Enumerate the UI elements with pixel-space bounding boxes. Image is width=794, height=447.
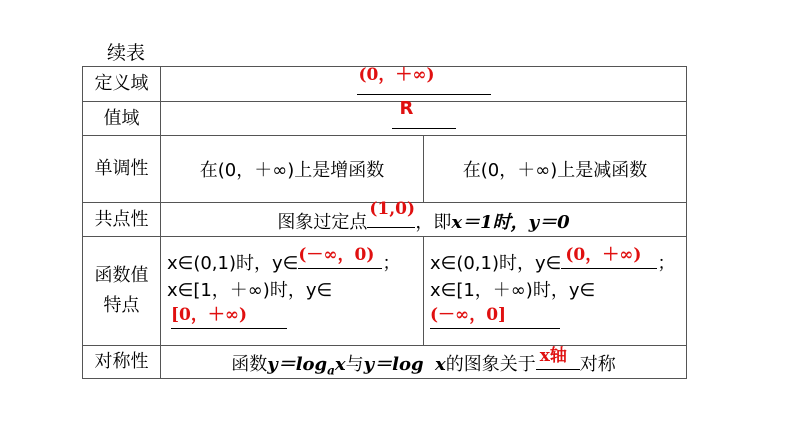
features-left-line3 — [167, 306, 423, 336]
common-point-y: y＝0 — [528, 212, 570, 233]
features-left-line3-blank — [171, 306, 287, 329]
features-right-line1-answer: (0，＋∞) — [565, 245, 642, 265]
features-right-line3 — [430, 306, 686, 336]
common-point-text-before: 图象过定点 — [277, 212, 368, 233]
features-right-line3-blank — [430, 306, 560, 329]
table-row-range — [83, 102, 687, 136]
range-blank — [392, 97, 456, 129]
features-left-line1-answer: (－∞，0) — [298, 245, 375, 265]
features-right-line1-suffix: ； — [657, 253, 676, 274]
table-row-domain — [83, 67, 687, 102]
domain-answer: (0，＋∞) — [358, 65, 435, 85]
common-point-cell — [161, 199, 687, 237]
symmetry-blank — [536, 347, 580, 370]
domain-blank — [357, 65, 491, 95]
common-point-x: x＝1时， — [451, 212, 529, 233]
features-right-line2: x∈[1，＋∞)时，y∈ — [430, 280, 596, 301]
table-row-features — [83, 237, 687, 346]
features-right-line1 — [430, 246, 686, 276]
common-point-answer: (1,0) — [369, 199, 416, 219]
features-right-line3-answer: (－∞，0] — [430, 305, 507, 325]
row-label-symmetry: 对称性 — [83, 346, 161, 379]
features-left-line1-suffix: ； — [382, 253, 401, 274]
common-point-text-after: ，即 — [415, 212, 452, 233]
features-left-cell — [161, 237, 424, 346]
symmetry-func-1: y＝log — [267, 353, 328, 375]
features-right-line1-blank — [561, 246, 657, 269]
symmetry-text-2: 与 — [345, 353, 364, 375]
row-label-range: 值域 — [83, 102, 161, 136]
features-left-line1-prefix: x∈(0,1)时，y∈ — [167, 253, 299, 274]
symmetry-func-1-var: x — [334, 353, 346, 375]
row-label-common-point: 共点性 — [83, 203, 161, 237]
features-left-line3-answer: [0，＋∞) — [171, 305, 248, 325]
symmetry-text-1: 函数 — [231, 353, 268, 375]
table-row-monotonic — [83, 136, 687, 203]
symmetry-text-3: 的图象关于 — [445, 353, 536, 375]
row-label-domain: 定义域 — [83, 67, 161, 102]
log-function-properties-table — [82, 66, 687, 379]
range-cell — [161, 97, 687, 136]
features-right-line1-prefix: x∈(0,1)时，y∈ — [430, 253, 562, 274]
range-answer: R — [399, 97, 414, 119]
row-label-monotonic: 单调性 — [83, 136, 161, 203]
symmetry-sub-a: a — [327, 363, 335, 378]
features-left-line1 — [167, 246, 423, 276]
features-label-line2: 特点 — [103, 295, 140, 316]
row-label-features — [83, 237, 161, 346]
features-left-line2: x∈[1，＋∞)时，y∈ — [167, 280, 333, 301]
symmetry-answer: x轴 — [539, 345, 567, 366]
symmetry-text-4: 对称 — [579, 353, 616, 375]
table-row-common-point — [83, 203, 687, 237]
symmetry-func-2-var: x — [435, 353, 446, 375]
symmetry-func-2: y＝log — [363, 353, 424, 375]
domain-cell — [161, 67, 687, 102]
features-right-cell — [424, 237, 687, 346]
monotonic-increasing: 在(0，＋∞)上是增函数 — [161, 136, 424, 203]
features-left-line1-blank — [298, 246, 382, 269]
monotonic-decreasing: 在(0，＋∞)上是减函数 — [424, 136, 687, 203]
common-point-blank — [367, 199, 416, 228]
table-row-symmetry — [83, 346, 687, 379]
symmetry-cell — [161, 346, 687, 379]
features-label-line1: 函数值 — [94, 265, 149, 286]
table-caption: 续表 — [107, 42, 146, 64]
